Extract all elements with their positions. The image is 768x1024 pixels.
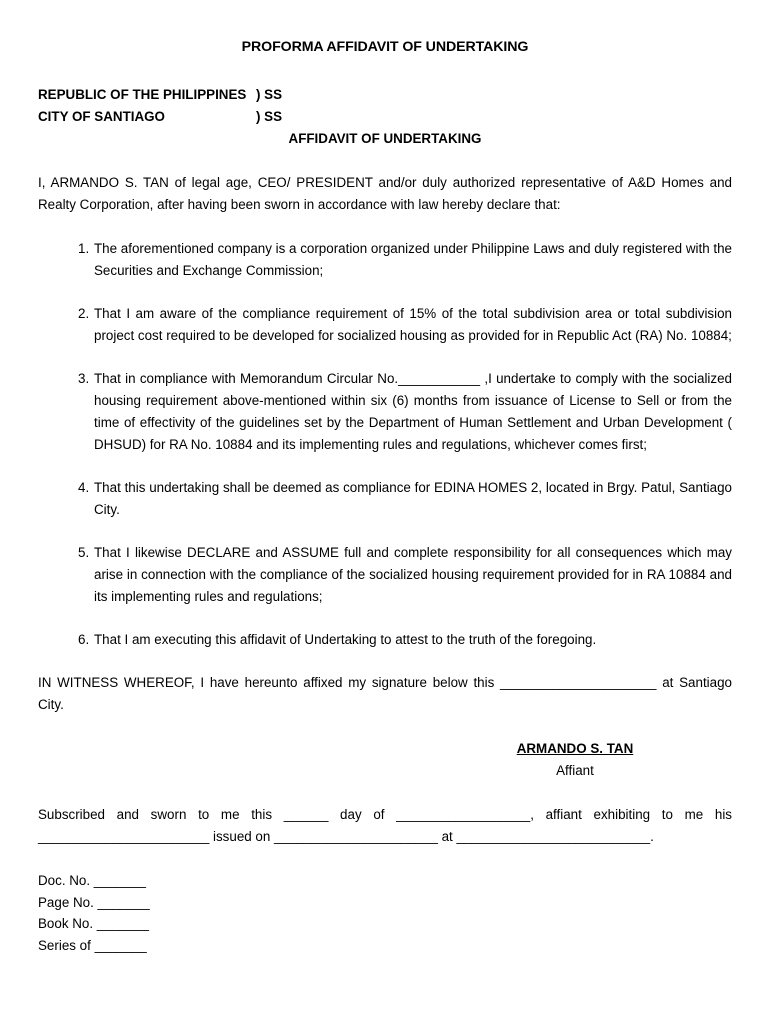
declaration-item: [38, 368, 732, 456]
item-text: That I am aware of the compliance requirement of 15% of the total subdivision area or total subdivision project cost required to be developed for socialized housing as provided for in Republic Act (RA) No. 10884;: [94, 306, 732, 343]
document-title: PROFORMA AFFIDAVIT OF UNDERTAKING: [241, 39, 529, 55]
book-number: Book No. _______: [38, 916, 149, 932]
declaration-list: [38, 238, 732, 651]
declaration-item: [38, 303, 732, 347]
item-text: That I am executing this affidavit of Undertaking to attest to the truth of the foregoing.: [94, 632, 597, 647]
series-number: Series of _______: [38, 938, 147, 954]
page-number: Page No. _______: [38, 894, 150, 910]
venue-line: [38, 84, 732, 106]
notarial-register: [38, 870, 732, 957]
venue-place: CITY OF SANTIAGO: [38, 109, 165, 124]
intro-paragraph: I, ARMANDO S. TAN of legal age, CEO/ PRESIDENT and/or duly authorized representative of A&D Homes and Realty Corporation, after having been sworn in accordance with law hereby declare that:: [38, 175, 732, 212]
item-number: 3.: [78, 371, 90, 386]
item-number: 5.: [78, 545, 90, 560]
document-subtitle: AFFIDAVIT OF UNDERTAKING: [288, 131, 482, 146]
signatory-role: Affiant: [556, 763, 594, 778]
doc-number: Doc. No. _______: [38, 873, 146, 888]
item-text: That this undertaking shall be deemed as compliance for EDINA HOMES 2, located in Brgy. Patul, Santiago City.: [94, 480, 732, 517]
item-number: 1.: [78, 241, 90, 256]
signatory-name: ARMANDO S. TAN: [516, 741, 634, 756]
item-text: That I likewise DECLARE and ASSUME full and complete responsibility for all consequences which may arise in connection with the compliance of the socialized housing requirement provided for in RA 10884 and its implementing rules and regulations;: [94, 545, 732, 604]
item-number: 6.: [78, 632, 90, 647]
affidavit-page: [38, 36, 732, 957]
item-number: 4.: [78, 480, 90, 495]
venue-ss: ) SS: [256, 87, 283, 102]
signature-block: [510, 738, 640, 782]
item-text: That in compliance with Memorandum Circular No.___________ ,I undertake to comply with the socialized housing requirement above-mentioned within six (6) months from issuance of License to Sell or from the time of effectivity of the guidelines set by the Department of Human Settlement and Urban Development ( DHSUD) for RA No. 10884 and its implementing rules and regulations, whichever comes first;: [94, 371, 732, 452]
venue-block: [38, 84, 732, 128]
item-text: The aforementioned company is a corporation organized under Philippine Laws and duly registered with the Securities and Exchange Commission;: [94, 241, 732, 278]
declaration-item: [38, 542, 732, 608]
venue-ss: ) SS: [256, 109, 283, 124]
jurat-paragraph: Subscribed and sworn to me this ______ day of __________________, affiant exhibiting to me his _______________________ issued on ______________________ at __________________________.: [38, 807, 732, 844]
venue-place: REPUBLIC OF THE PHILIPPINES: [38, 87, 247, 102]
venue-line: [38, 106, 732, 128]
witness-clause: IN WITNESS WHEREOF, I have hereunto affixed my signature below this _____________________ at Santiago City.: [38, 675, 732, 712]
declaration-item: [38, 238, 732, 282]
item-number: 2.: [78, 306, 90, 321]
declaration-item: [38, 477, 732, 521]
declaration-item: [38, 629, 732, 651]
